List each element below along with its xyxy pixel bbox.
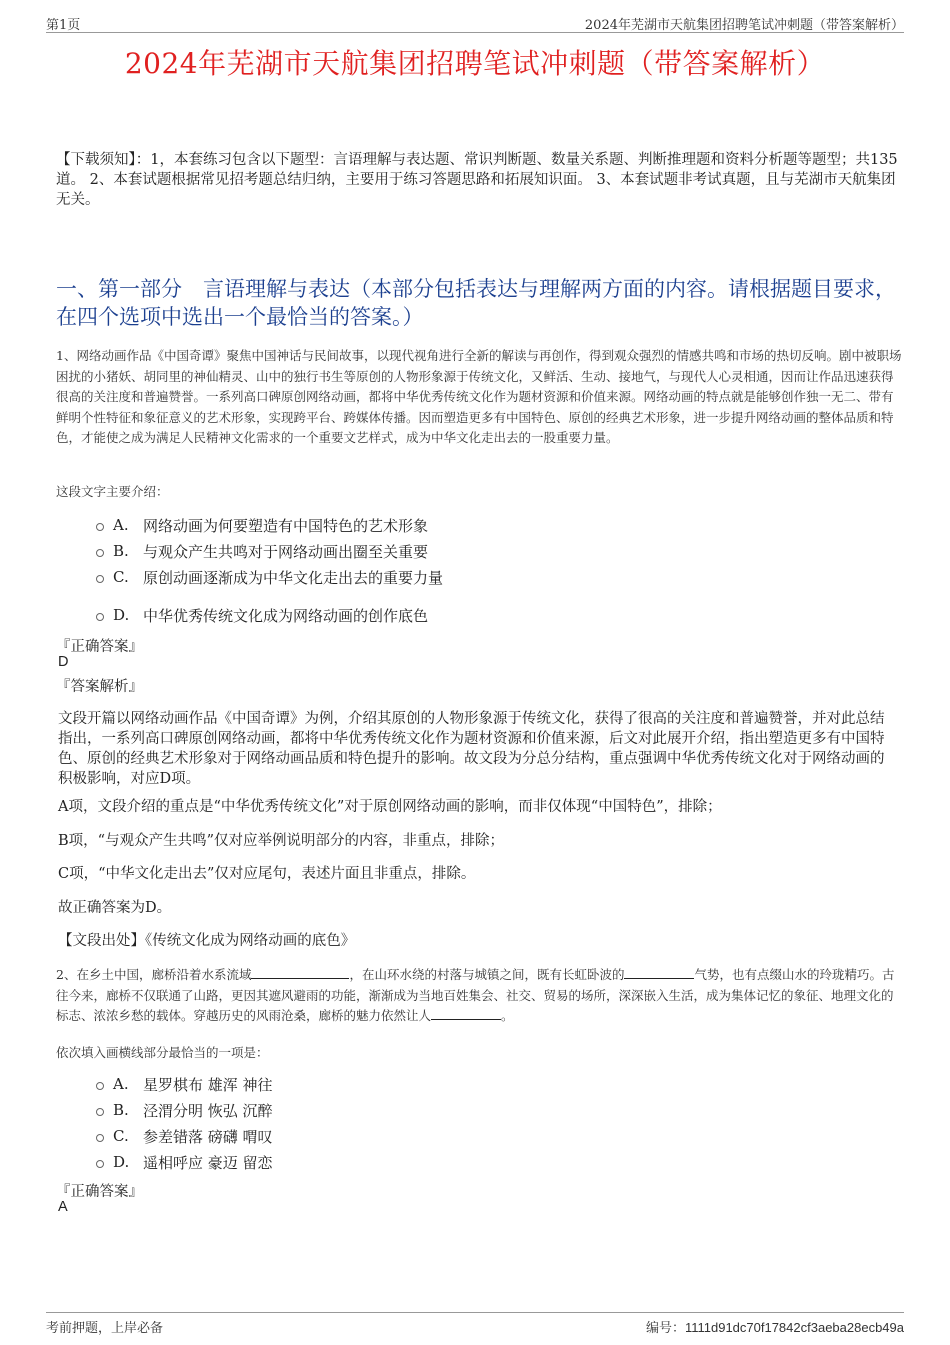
fill-blank-2[interactable]: [624, 966, 694, 979]
option-text: 泾渭分明 恢弘 沉醉: [143, 1101, 273, 1120]
option-letter: B.: [113, 1101, 129, 1119]
q2-option-b[interactable]: [96, 1099, 273, 1121]
option-letter: A.: [113, 516, 129, 534]
option-letter: A.: [113, 1075, 129, 1093]
footer-doc-id: 编号：1111d91dc70f17842cf3aeba28ecb49a: [645, 1320, 904, 1335]
q2-stem-part4: 。: [501, 1008, 514, 1023]
option-letter: B.: [113, 542, 129, 560]
q1-analysis-c: C项，“中华文化走出去”仅对应尾句，表述片面且非重点，排除。: [58, 866, 476, 882]
radio-icon[interactable]: [96, 1082, 104, 1090]
q1-analysis-paragraph: 文段开篇以网络动画作品《中国奇谭》为例，介绍其原创的人物形象源于传统文化，获得了很高的关注度和普遍赞誉，并对此总结指出，一系列高口碑原创网络动画，都将中华优秀传统文化作为题材资源和价值来源，后文对此展开介绍，指出塑造更多有中国特色、原创的经典艺术形象对于网络动画品质和特色提升的影响。故文段为分总分结构，重点强调中华优秀传统文化对于网络动画的积极影响，对应D项。: [58, 711, 885, 787]
page-number: 第1页: [46, 18, 81, 33]
q2-option-c[interactable]: [96, 1125, 273, 1147]
download-notice: 【下载须知】：1，本套练习包含以下题型：言语理解与表达题、常识判断题、数量关系题、判断推理题和资料分析题等题型；共135道。 2、本套试题根据常见招考题总结归纳，主要用于练习答题思路和拓展知识面。 3、本套试题非考试真题，且与芜湖市天航集团无关。: [56, 152, 898, 208]
q1-analysis-conclusion: 故正确答案为D。: [58, 900, 172, 916]
q1-answer: D: [58, 654, 69, 670]
option-text: 与观众产生共鸣对于网络动画出圈至关重要: [143, 542, 429, 561]
q1-source: 【文段出处】《传统文化成为网络动画的底色》: [58, 933, 356, 949]
option-text: 星罗棋布 雄浑 神往: [143, 1075, 273, 1094]
page-header: [46, 10, 904, 33]
option-text: 遥相呼应 豪迈 留恋: [143, 1153, 273, 1172]
option-text: 网络动画为何要塑造有中国特色的艺术形象: [143, 516, 429, 535]
radio-icon[interactable]: [96, 1108, 104, 1116]
q1-stem: 1、网络动画作品《中国奇谭》聚焦中国神话与民间故事，以现代视角进行全新的解读与再创作，得到观众强烈的情感共鸣和市场的热切反响。剧中被职场困扰的小猪妖、胡同里的神仙精灵、山中的独行书生等原创的人物形象源于传统文化，又鲜活、生动、接地气，与现代人心灵相通，因而让作品迅速获得很高的关注度和普遍赞誉。一系列高口碑原创网络动画，都将中华优秀传统文化作为题材资源和价值来源。网络动画的特点就是能够创作独一无二、带有鲜明个性特征和象征意义的艺术形象，实现跨平台、跨媒体传播。因而塑造更多有中国特色、原创的经典艺术形象，进一步提升网络动画的整体品质和特色，才能使之成为满足人民精神文化需求的一个重要文艺样式，成为中华文化走出去的一股重要力量。: [56, 348, 902, 445]
q1-option-c[interactable]: [96, 566, 443, 588]
q2-stem: [56, 965, 904, 1027]
q1-analysis-b: B项，“与观众产生共鸣”仅对应举例说明部分的内容，非重点，排除；: [58, 833, 504, 849]
q2-stem-part3: 气势，也有点缀山水的玲珑精巧。古往今来，廊桥不仅联通了山路，更因其遮风避雨的功能，渐渐成为当地百姓集会、社交、贸易的场所，深深嵌入生活，成为集体记忆的象征、地理文化的标志、浓浓乡愁的载体。穿越历史的风雨沧桑，廊桥的魅力依然让人: [56, 967, 895, 1023]
q2-option-d[interactable]: [96, 1151, 273, 1173]
q1-option-b[interactable]: [96, 540, 428, 562]
radio-icon[interactable]: [96, 1160, 104, 1168]
option-letter: C.: [113, 1127, 129, 1145]
q2-answer-label: 『正确答案』: [56, 1184, 143, 1200]
q2-prompt: 依次填入画横线部分最恰当的一项是：: [56, 1045, 269, 1060]
q1-option-a[interactable]: [96, 514, 428, 536]
q2-stem-part1: 2、在乡土中国，廊桥沿着水系流域: [56, 967, 252, 982]
fill-blank-3[interactable]: [431, 1007, 501, 1020]
option-text: 原创动画逐渐成为中华文化走出去的重要力量: [143, 568, 444, 587]
option-letter: D.: [113, 1153, 130, 1171]
radio-icon[interactable]: [96, 549, 104, 557]
footer-slogan: 考前押题，上岸必备: [46, 1321, 164, 1336]
option-text: 中华优秀传统文化成为网络动画的创作底色: [143, 606, 429, 625]
q1-answer-label: 『正确答案』: [56, 639, 143, 655]
document-title: 2024年芜湖市天航集团招聘笔试冲刺题（带答案解析）: [124, 47, 826, 80]
option-letter: D.: [113, 606, 130, 624]
q1-analysis-label: 『答案解析』: [56, 679, 143, 695]
option-text: 参差错落 磅礴 喟叹: [143, 1127, 273, 1146]
q2-stem-part2: ，在山环水绕的村落与城镇之间，既有长虹卧波的: [349, 967, 625, 982]
radio-icon[interactable]: [96, 613, 104, 621]
fill-blank-1[interactable]: [251, 966, 349, 979]
page-footer: [46, 1312, 904, 1337]
option-letter: C.: [113, 568, 129, 586]
q1-prompt: 这段文字主要介绍：: [56, 484, 169, 499]
header-doc-title: 2024年芜湖市天航集团招聘笔试冲刺题（带答案解析）: [584, 18, 904, 33]
radio-icon[interactable]: [96, 575, 104, 583]
q1-analysis-a: A项，文段介绍的重点是“中华优秀传统文化”对于原创网络动画的影响，而非仅体现“中国特色”，排除；: [58, 799, 722, 815]
radio-icon[interactable]: [96, 523, 104, 531]
section-title: 一、第一部分 言语理解与表达（本部分包括表达与理解两方面的内容。请根据题目要求，在四个选项中选出一个最恰当的答案。）: [56, 277, 896, 329]
q2-answer: A: [58, 1199, 68, 1215]
q1-option-d[interactable]: [96, 604, 428, 626]
q2-option-a[interactable]: [96, 1073, 273, 1095]
radio-icon[interactable]: [96, 1134, 104, 1142]
